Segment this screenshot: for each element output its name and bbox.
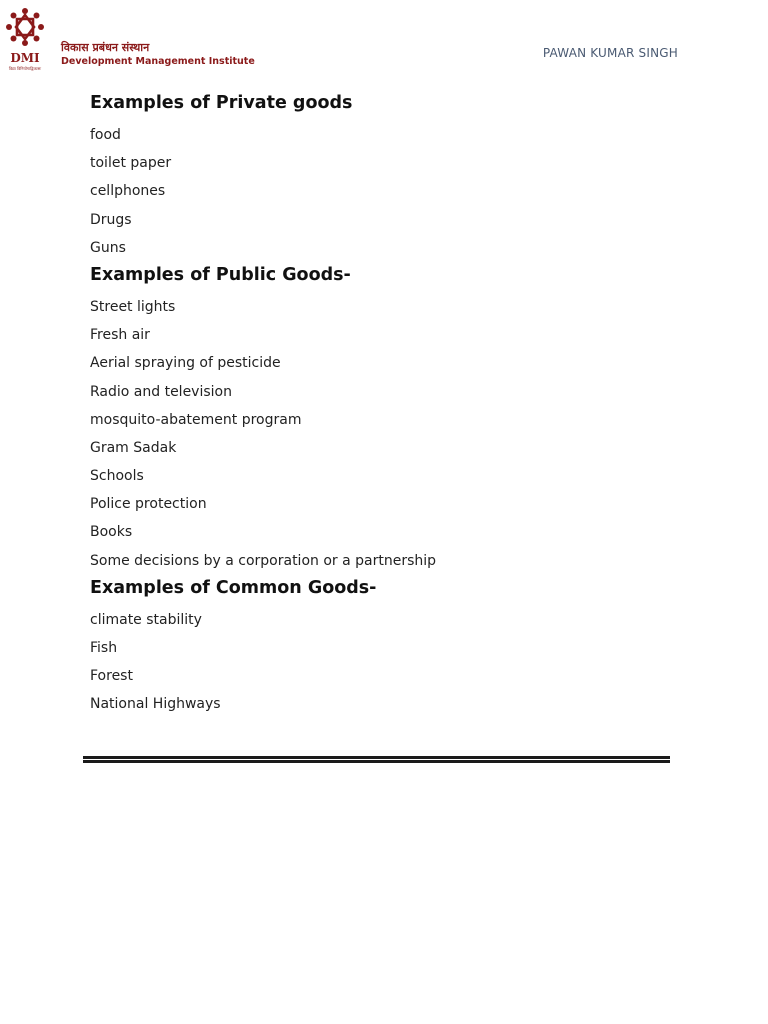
- section-heading: Examples of Private goods: [90, 93, 353, 113]
- section-common-goods: [90, 575, 690, 719]
- list-item: Forest: [90, 668, 133, 685]
- list-item: mosquito-abatement program: [90, 411, 302, 428]
- list-item: Gram Sadak: [90, 439, 177, 456]
- org-name-english: Development Management Institute: [61, 56, 255, 67]
- footer-divider: [83, 756, 670, 764]
- dmi-logo: [4, 6, 46, 72]
- list-item: climate stability: [90, 611, 202, 628]
- logo-tagline: विद्या विनियोगाद्विकासः: [8, 66, 42, 71]
- item-list: [90, 121, 690, 262]
- author-name: PAWAN KUMAR SINGH: [542, 46, 678, 60]
- list-item: Some decisions by a corporation or a partnership: [90, 552, 437, 569]
- list-item: food: [90, 127, 121, 143]
- list-item: Books: [90, 524, 133, 541]
- document-body: [90, 90, 690, 719]
- logo-abbr: DMI: [10, 51, 40, 65]
- list-item: Aerial spraying of pesticide: [90, 355, 281, 372]
- page-header: [0, 0, 768, 80]
- list-item: Schools: [90, 468, 144, 485]
- list-item: Radio and television: [90, 383, 232, 400]
- list-item: Street lights: [90, 298, 176, 315]
- list-item: Drugs: [90, 211, 132, 228]
- item-list: [90, 293, 690, 575]
- list-item: Fish: [90, 640, 118, 656]
- section-private-goods: [90, 90, 690, 262]
- org-name-hindi: विकास प्रबंधन संस्थान: [61, 41, 150, 54]
- list-item: toilet paper: [90, 155, 172, 172]
- list-item: Guns: [90, 239, 126, 256]
- list-item: cellphones: [90, 183, 166, 200]
- section-heading: Examples of Common Goods-: [90, 577, 377, 598]
- list-item: National Highways: [90, 696, 221, 713]
- list-item: Fresh air: [90, 327, 150, 344]
- section-heading: Examples of Public Goods-: [90, 264, 351, 285]
- list-item: Police protection: [90, 496, 207, 513]
- section-public-goods: [90, 262, 690, 575]
- item-list: [90, 606, 690, 719]
